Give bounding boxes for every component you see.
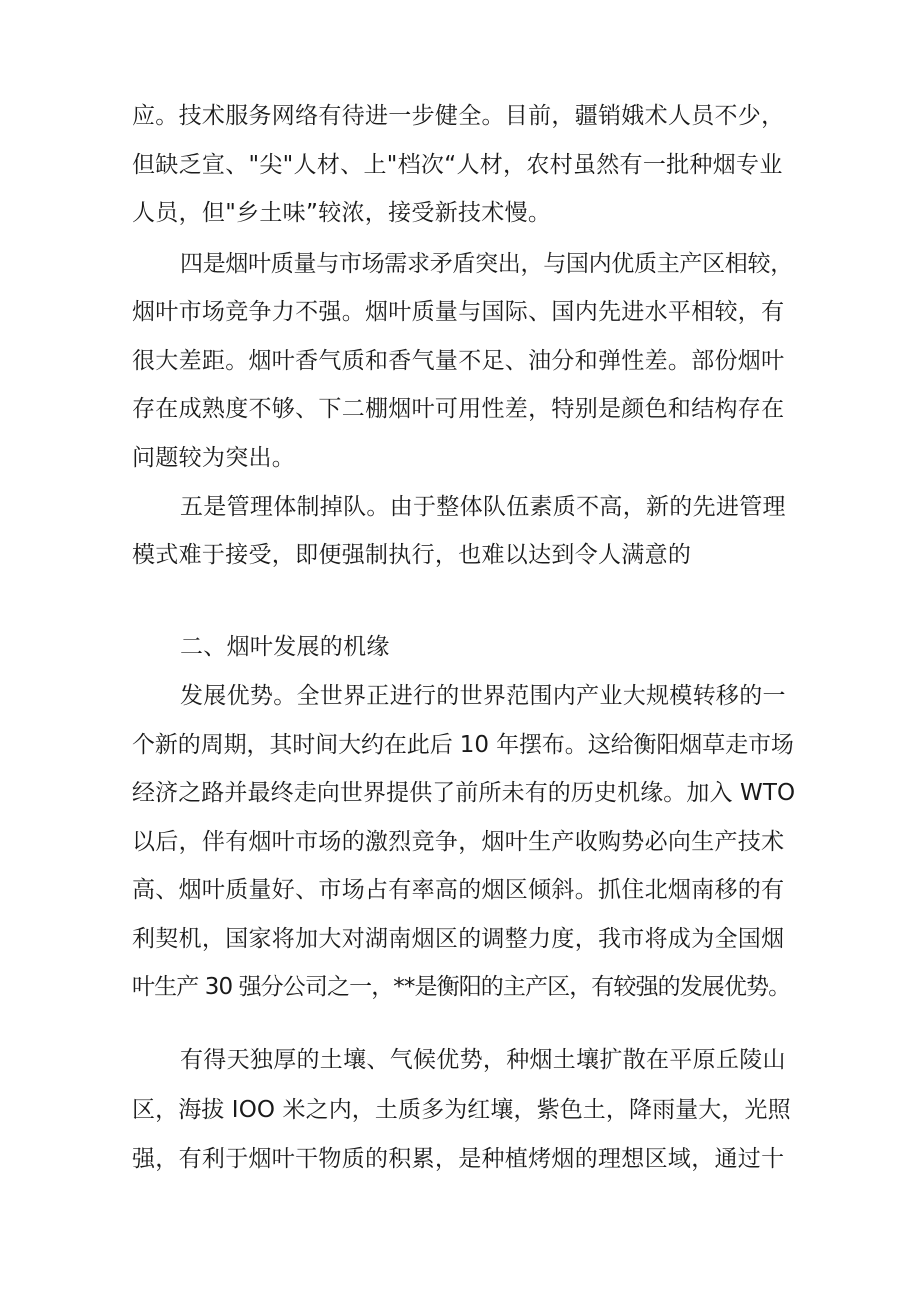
text-line: 问题较为突出。 [132,445,296,471]
text-line: 但缺乏宣、"尖"人材、上"档次“人材，农村虽然有一批种烟专业 [132,152,783,178]
text-line: 发展优势。全世界正进行的世界范围内产业大规模转移的一 [180,683,786,709]
text-line: 高、烟叶质量好、市场占有率高的烟区倾斜。抓住北烟南移的有 [132,877,785,903]
text-line: 存在成熟度不够、下二棚烟叶可用性差，特别是颜色和结构存在 [132,396,785,422]
text-line: 经济之路并最终走向世界提供了前所未有的历史机缘。加入 WTO [132,780,796,806]
text-line: 应。技术服务网络有待进一步健全。目前，疆销娥术人员不少， [132,103,785,129]
text-line: 强，有利于烟叶干物质的积累，是种植烤烟的理想区域，通过十 [132,1146,785,1172]
text-line: 烟叶市场竞争力不强。烟叶质量与国际、国内先进水平相较，有 [132,299,785,325]
text-line: 很大差距。烟叶香气质和香气量不足、油分和弹性差。部份烟叶 [132,348,785,374]
text-line: 五是管理体制掉队。由于整体队伍素质不高，新的先进管理 [180,494,786,520]
text-line: 区，海拔 IOO 米之内，土质多为红壤，紫色土，降雨量大，光照 [132,1097,791,1123]
text-line: 有得天独厚的土壤、气候优势，种烟土壤扩散在平原丘陵山 [180,1047,786,1073]
text-line: 个新的周期，其时间大约在此后 10 年摆布。这给衡阳烟草走市场 [132,732,794,758]
section-heading: 二、烟叶发展的机缘 [180,634,390,660]
text-line: 模式难于接受，即便强制执行，也难以达到令人满意的 [132,542,692,568]
text-line: 利契机，国家将加大对湖南烟区的调整力度，我市将成为全国烟 [132,926,785,952]
text-line: 人员，但"乡土味”较浓，接受新技术慢。 [132,200,552,226]
text-line: 以后，伴有烟叶市场的激烈竞争，烟叶生产收购势必向生产技术 [132,829,785,855]
text-line: 四是烟叶质量与市场需求矛盾突出，与国内优质主产区相较， [180,251,793,277]
text-line: 叶生产 30 强分公司之一，**是衡阳的主产区，有较强的发展优势。 [132,974,791,1000]
